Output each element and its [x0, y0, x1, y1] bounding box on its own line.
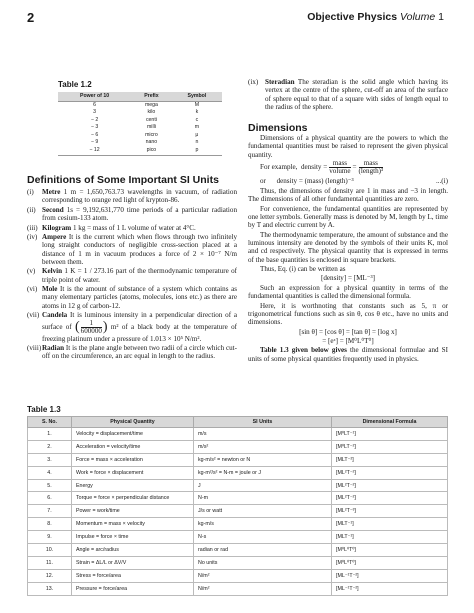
table-cell: 11. — [28, 556, 72, 569]
table-cell: [M⁰LT⁻²] — [332, 440, 448, 453]
item-number: (viii) — [27, 344, 42, 353]
table-row — [28, 479, 448, 492]
si-units-heading: Definitions of Some Important SI Units — [27, 174, 219, 186]
table-cell: N/m² — [194, 582, 332, 595]
table-cell: 5. — [28, 479, 72, 492]
table-cell: 6. — [28, 492, 72, 505]
paragraph: Here, it is worthnoting that constants such as 5, π or trigonometrical functions such as sin θ, cos θ etc., have no units and dimensions. — [248, 301, 448, 327]
table-cell: − 6 — [90, 131, 99, 138]
table-cell: kg-m/s² = newton or N — [194, 453, 332, 466]
table-cell: 4. — [28, 466, 72, 479]
bold-lead: Table 1.3 given below gives — [260, 346, 347, 355]
table-1-2-caption: Table 1.2 — [58, 80, 92, 89]
table-cell: − 3 — [90, 124, 99, 131]
paragraph: Thus, Eq. (i) can be written as — [260, 265, 346, 273]
table-cell: Force = mass × acceleration — [72, 453, 194, 466]
table-cell: [ML²T⁻²] — [332, 479, 448, 492]
paragraph — [248, 346, 448, 363]
item-number: (vii) — [27, 311, 40, 320]
table-row — [28, 569, 448, 582]
dimensions-heading: Dimensions — [248, 122, 308, 134]
fraction-denominator: (length)³ — [358, 166, 384, 175]
item-number: (iv) — [27, 233, 38, 242]
item-number: (ii) — [27, 205, 36, 214]
table-cell: [MLT⁻²] — [332, 453, 448, 466]
table-cell: Momentum = mass × velocity — [72, 518, 194, 531]
term: Kilogram — [42, 223, 72, 232]
density-equation — [260, 160, 448, 175]
term: Candela — [42, 311, 68, 320]
table-cell: μ — [195, 131, 199, 138]
table-row — [28, 544, 448, 557]
fraction-numerator: mass — [329, 160, 350, 168]
example-label: For example, — [260, 163, 298, 172]
fraction — [81, 320, 102, 335]
table-row — [28, 556, 448, 569]
paragraph: For convenience, the fundamental quantities are represented by one letter symbols. Generally mass is denoted by M, length by L, time by T and electric current by A. — [248, 204, 448, 230]
definition: It is the current which when flows through two infinitely long straight conductors of negligible cross-section placed at a distance of 1 m in vacuum produces a force of 2 × 10⁻⁷ N/m between them. — [42, 233, 237, 266]
si-units-list — [27, 188, 237, 362]
definition: 1 m = 1,650,763.73 wavelengths in vacuum, of radiation corresponding to orange red light of krypton-86. — [42, 188, 237, 205]
table-cell: 8. — [28, 518, 72, 531]
table-1-3-caption: Table 1.3 — [27, 405, 61, 414]
definition: It is the plane angle between two radii of a circle which cut-off on the circumference, an arc equal in length to the radius. — [42, 344, 237, 361]
table-cell: pico — [131, 147, 172, 155]
table-cell: Energy — [72, 479, 194, 492]
list-item — [27, 188, 237, 205]
table-row — [58, 124, 222, 132]
paragraph: Dimensions of a physical quantity are the powers to which the fundamental quantities must be raised to represent the given physical quantity. — [248, 134, 448, 159]
table-cell: p — [172, 147, 222, 155]
definition-rest: m² of a black body at the temperature of freezing platinum under a pressure of 1.013 × 10⁵ N/m². — [42, 322, 237, 343]
table-cell: mega — [144, 101, 158, 108]
table-cell: micro — [145, 131, 158, 138]
table-cell: 2. — [28, 440, 72, 453]
table-cell: N-m — [194, 492, 332, 505]
table-cell: 6 — [93, 101, 96, 108]
paragraph: Thus, the dimensions of density are 1 in mass and −3 in length. The dimensions of all other fundamental quantities are zero. — [248, 187, 448, 204]
equation-label: ...(i) — [435, 176, 448, 185]
table-row — [58, 109, 222, 117]
page-number: 2 — [27, 10, 35, 25]
table-header: S. No. — [28, 417, 72, 428]
table-cell: Pressure = force/area — [72, 582, 194, 595]
item-number: (i) — [27, 188, 34, 196]
table-row — [58, 132, 222, 140]
table-cell: [MLT⁻¹] — [332, 518, 448, 531]
table-row — [28, 466, 448, 479]
table-cell: 9. — [28, 531, 72, 544]
table-cell: Acceleration = velocity/time — [72, 440, 194, 453]
table-row — [28, 531, 448, 544]
table-cell: Strain = ΔL/L or ΔV/V — [72, 556, 194, 569]
fraction — [359, 160, 384, 175]
table-cell: 3 — [93, 109, 96, 116]
table-cell: kilo — [147, 109, 156, 116]
table-cell: k — [195, 109, 199, 116]
table-cell: m/s² — [194, 440, 332, 453]
table-cell: − 2 — [90, 116, 99, 123]
table-cell: 7. — [28, 505, 72, 518]
equation: [sin θ] = [cos θ] = [tan θ] = [log x] — [299, 327, 397, 336]
equation: = [eˣ] = [M⁰L⁰T⁰] — [322, 336, 374, 345]
paragraph: The thermodynamic temperature, the amount of substance and the luminous intensity are denoted by the symbols of their units K, mol and cd respectively. The physical quantity that is expressed in terms of the base quantities is enclosed in square brackets. — [248, 230, 448, 264]
table-1-2 — [58, 92, 222, 156]
table-cell: 1. — [28, 428, 72, 441]
volume-label: Volume — [400, 11, 436, 23]
table-row — [58, 147, 222, 155]
table-cell: 3. — [28, 453, 72, 466]
equals: = — [352, 163, 357, 172]
table-row — [28, 505, 448, 518]
table-cell: 12. — [28, 569, 72, 582]
table-row — [58, 139, 222, 147]
table-cell: Stress = force/area — [72, 569, 194, 582]
dimensions-body — [248, 134, 448, 364]
fraction-numerator: mass — [359, 160, 384, 168]
list-item — [27, 224, 237, 232]
definition: It is the amount of substance of a system which contains as many elementary particles (atoms, molecules, ions etc.) as there are atoms in 12 g of carbon-12. — [42, 285, 237, 310]
paragraph-rest: the dimensional formulae and SI units of some physical quantities frequently used in physics. — [248, 346, 448, 363]
table-cell: − 9 — [90, 139, 99, 146]
fraction-denominator: 600000 — [80, 326, 102, 335]
table-header: Prefix — [131, 92, 172, 101]
definition: 1 K = 1 / 273.16 part of the thermodynamic temperature of triple point of water. — [42, 267, 237, 284]
definition: 1 kg = mass of 1 L volume of water at 4°C. — [71, 223, 196, 232]
table-header: SI Units — [194, 417, 332, 428]
table-row — [58, 101, 222, 109]
table-cell: nano — [145, 139, 158, 146]
definition: The steradian is the solid angle which having its vertex at the centre of the sphere, cut-off an area of the surface of sphere equal to that of a square with sides of length equal to the radius of the sphere. — [265, 78, 448, 111]
table-header: Physical Quantity — [72, 417, 194, 428]
table-cell: − 12 — [58, 147, 131, 155]
table-cell: J/s or watt — [194, 505, 332, 518]
table-cell: J — [194, 479, 332, 492]
table-cell: kg-m²/s² = N-m = joule or J — [194, 466, 332, 479]
table-cell: Power = work/time — [72, 505, 194, 518]
fraction — [329, 160, 350, 175]
fraction-denominator: volume — [329, 166, 351, 175]
term: Ampere — [42, 233, 67, 242]
table-cell: Work = force × displacement — [72, 466, 194, 479]
table-cell: Impulse = force × time — [72, 531, 194, 544]
table-cell: [MLT⁻¹] — [332, 531, 448, 544]
table-cell: N/m² — [194, 569, 332, 582]
volume-number: 1 — [438, 11, 444, 23]
table-header: Dimensional Formula — [332, 417, 448, 428]
table-1-3 — [27, 416, 448, 596]
table-cell: kg-m/s — [194, 518, 332, 531]
book-title: Objective Physics — [307, 11, 398, 23]
table-cell: Torque = force × perpendicular distance — [72, 492, 194, 505]
table-cell: N-s — [194, 531, 332, 544]
list-item — [27, 206, 237, 223]
table-cell: [M⁰L⁰T⁰] — [332, 544, 448, 557]
table-cell: milli — [146, 124, 156, 131]
density-word: density = — [300, 163, 328, 172]
table-header: Symbol — [172, 92, 222, 101]
table-cell: 13. — [28, 582, 72, 595]
equation-text: density = (mass) (length)⁻³ — [276, 176, 354, 185]
term: Radian — [42, 344, 65, 353]
table-cell: c — [195, 116, 199, 123]
table-cell: radian or rad — [194, 544, 332, 557]
term: Second — [42, 205, 64, 214]
running-head — [307, 11, 444, 23]
table-cell: [ML²T⁻³] — [332, 505, 448, 518]
table-cell: Velocity = displacement/time — [72, 428, 194, 441]
table-row — [28, 518, 448, 531]
table-cell: [ML²T⁻²] — [332, 492, 448, 505]
table-row — [58, 117, 222, 125]
item-number: (vi) — [27, 285, 38, 294]
table-cell: [M⁰L⁰T⁰] — [332, 556, 448, 569]
term: Mole — [42, 285, 58, 294]
table-row — [28, 453, 448, 466]
list-item — [27, 233, 237, 266]
steradian-item — [248, 78, 448, 111]
list-item — [27, 267, 237, 284]
or-word: or — [260, 176, 266, 185]
table-cell: m — [194, 124, 200, 131]
fraction-numerator: 1 — [81, 320, 102, 328]
list-item-candela: (vii) Candela It is luminous intensity in a perpendicular direction of a surface of ( $\frac{1}{600000}$ ) m² of a black body at the temperature of freezing platinum under a pressure of 1.013 × 10⁵ N/m². — [27, 311, 237, 343]
table-cell: [ML⁻¹T⁻²] — [332, 582, 448, 595]
table-cell: 10. — [28, 544, 72, 557]
table-row — [28, 492, 448, 505]
definition: It is luminous intensity in a perpendicular direction of a surface of — [42, 311, 237, 331]
table-cell: centi — [145, 116, 157, 123]
table-row — [28, 582, 448, 595]
table-cell: [ML²T⁻²] — [332, 466, 448, 479]
table-row — [28, 440, 448, 453]
term: Kelvin — [42, 267, 63, 276]
table-row — [28, 428, 448, 441]
list-item — [27, 285, 237, 310]
definition: 1s = 9,192,631,770 time periods of a particular radiation from cesium-133 atom. — [42, 205, 237, 223]
item-number: (iii) — [27, 223, 38, 232]
table-cell: n — [195, 139, 199, 146]
term: Steradian — [265, 78, 295, 86]
equation-i — [260, 177, 448, 185]
table-cell: Angle = arc/radius — [72, 544, 194, 557]
equation: [density] = [ML⁻³] — [321, 274, 375, 283]
table-cell: m/s — [194, 428, 332, 441]
item-number: (v) — [27, 267, 36, 276]
list-item — [27, 344, 237, 361]
table-cell: M — [194, 101, 200, 108]
table-cell: [ML⁻¹T⁻²] — [332, 569, 448, 582]
table-header: Power of 10 — [58, 92, 131, 101]
paragraph: Such an expression for a physical quantity in terms of the fundamental quantities is called the dimensional formula. — [248, 283, 448, 301]
item-number: (ix) — [248, 78, 259, 86]
table-cell: [M⁰LT⁻¹] — [332, 428, 448, 441]
term: Metre — [42, 188, 61, 196]
table-cell: No units — [194, 556, 332, 569]
